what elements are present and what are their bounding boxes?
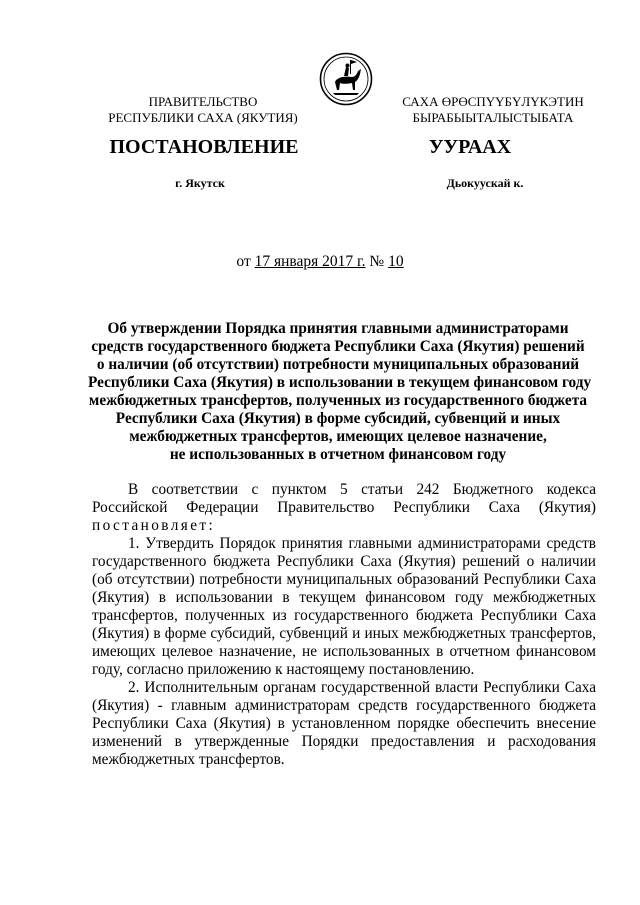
- item1-line: государственного бюджета Республики Саха (Якутия) решений о наличии: [92, 553, 596, 570]
- item1-line: имеющих целевое назначение, не использованных в отчетном финансовом: [92, 643, 596, 660]
- heading-line: межбюджетных трансфертов, имеющих целевое назначение,: [129, 428, 547, 445]
- preamble-line: Российской Федерации Правительство Республики Саха (Якутия): [92, 499, 596, 516]
- heading-line: Республики Саха (Якутия) в форме субсидий, субвенций и иных: [115, 410, 561, 427]
- document-number: 10: [388, 253, 404, 270]
- issuer-ru-line: ПРАВИТЕЛЬСТВО: [148, 94, 258, 109]
- preamble-line: постановляет:: [92, 517, 216, 534]
- issuer-sakha-line: БЫРАБЫЫТАЛЫСТЫБАТА: [412, 110, 574, 125]
- issuer-sakha-line: САХА ӨРӨСПYYБYЛYКЭТИН: [402, 94, 584, 109]
- item1-line: (Якутия) в использовании в текущем финансовом году межбюджетных: [92, 589, 596, 606]
- item2-line: изменений в утвержденные Порядки предоставления и расходования: [92, 733, 596, 750]
- document-date: 17 января 2017 г.: [254, 253, 366, 270]
- heading-line: межбюджетных трансфертов, полученных из государственного бюджета: [88, 392, 588, 409]
- heading-line: не использованных в отчетном финансовом году: [169, 446, 507, 463]
- item1-line: (Якутия) в форме субсидий, субвенций и иных межбюджетных трансфертов,: [92, 625, 596, 642]
- number-label: №: [365, 253, 389, 270]
- item2-line: межбюджетных трансфертов.: [92, 751, 285, 768]
- issuer-sakha: [388, 94, 598, 126]
- doc-type-ru: ПОСТАНОВЛЕНИЕ: [109, 136, 299, 158]
- city-sakha: Дьокуускай к.: [446, 176, 524, 190]
- document-heading: [88, 320, 592, 464]
- document-body: [92, 481, 596, 769]
- item1-line: 1. Утвердить Порядок принятия главными администраторами средств: [128, 535, 596, 552]
- issuer-ru-line: РЕСПУБЛИКИ САХА (ЯКУТИЯ): [108, 110, 298, 125]
- issuer-ru: [88, 94, 318, 126]
- heading-line: Об утверждении Порядка принятия главными администраторами: [107, 320, 569, 337]
- item2-line: 2. Исполнительным органам государственной власти Республики Саха: [128, 679, 596, 696]
- date-prefix: от: [236, 253, 255, 270]
- item1-line: году, согласно приложению к настоящему постановлению.: [92, 661, 475, 678]
- preamble-line: В соответствии с пунктом 5 статьи 242 Бюджетного кодекса: [128, 481, 596, 498]
- doc-type-sakha: УУРААХ: [428, 136, 512, 158]
- heading-line: о наличии (об отсутствии) потребности муниципальных образований: [96, 356, 580, 373]
- item1-line: (об отсутствии) потребности муниципальных образований Республики Саха: [92, 571, 596, 588]
- item1-line: трансфертов, полученных из государственного бюджета Республики Саха: [92, 607, 596, 624]
- item2-line: (Якутия) - главным администраторам средств государственного бюджета: [92, 697, 596, 714]
- city-ru: г. Якутск: [175, 176, 225, 190]
- heading-line: Республики Саха (Якутия) в использовании в текущем финансовом году: [88, 374, 592, 391]
- coat-of-arms-icon: [319, 52, 373, 106]
- heading-line: средств государственного бюджета Республики Саха (Якутия) решений: [91, 338, 585, 355]
- item2-line: Республики Саха (Якутия) в установленном порядке обеспечить внесение: [92, 715, 596, 732]
- date-number-line: [100, 253, 540, 271]
